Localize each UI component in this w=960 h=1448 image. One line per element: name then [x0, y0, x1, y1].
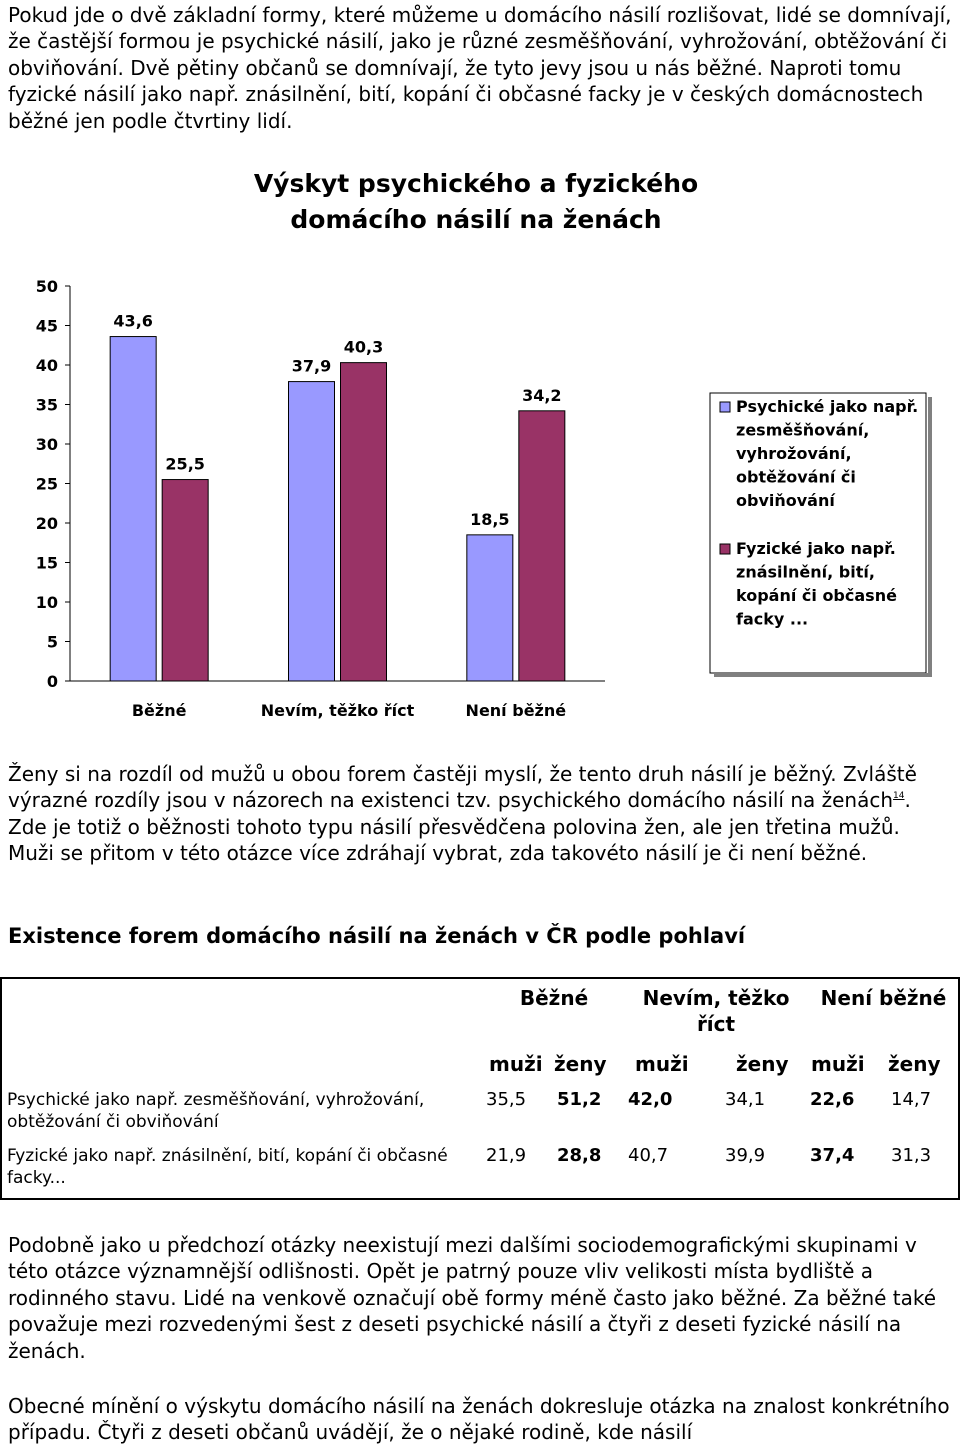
row-label-psychicke: Psychické jako např. zesměšňování, vyhrožování, obtěžování či obviňování [7, 1090, 425, 1132]
gender-paragraph-text-1: Ženy si na rozdíl od mužů u obou forem častěji myslí, že tento druh násilí je běžný. Zvláště výrazné rozdíly jsou v názorech na existenci tzv. psychického domácího násilí na ženách [8, 762, 917, 813]
col-header-neni-bezne: Není běžné [820, 986, 947, 1010]
table-cell: 40,7 [628, 1145, 669, 1166]
col-header-nevim: Nevím, těžko říct [642, 986, 790, 1036]
legend-entry: znásilnění, bití, [736, 562, 875, 582]
data-label: 37,9 [291, 356, 332, 376]
legend-entry: obviňování [736, 491, 835, 510]
legend-shadow [714, 673, 932, 677]
bar [110, 337, 156, 681]
data-label: 40,3 [343, 337, 384, 357]
table-cell: 28,8 [557, 1145, 602, 1166]
table-cell: 42,0 [628, 1089, 673, 1110]
y-tick-label: 15 [35, 553, 58, 573]
x-tick-label: Nevím, těžko říct [260, 701, 415, 720]
gender-paragraph-text-2: . Zde je totiž o běžnosti tohoto typu násilí přesvědčena polovina žen, ale jen třetina mužů. Muži se přitom v této otázce více zdráhají vybrat, zda takovéto násilí je či není běžné. [8, 788, 911, 866]
y-tick-label: 50 [35, 277, 58, 296]
legend-swatch [720, 544, 730, 554]
subheader-zeny-1: ženy [554, 1052, 607, 1076]
bar [341, 363, 387, 681]
bar-chart [0, 150, 960, 730]
subheader-zeny-3: ženy [888, 1052, 941, 1076]
y-tick-label: 35 [35, 395, 58, 415]
subheader-muzi-3: muži [811, 1052, 865, 1076]
table-corner [0, 977, 483, 1045]
legend-entry: Psychické jako např. [736, 397, 919, 416]
table-cell: 14,7 [891, 1089, 932, 1110]
data-table [0, 977, 960, 1198]
subheader-zeny-2: ženy [736, 1052, 789, 1076]
intro-paragraph: Pokud jde o dvě základní formy, které můžeme u domácího násilí rozlišovat, lidé se domnívají, že častější formou je psychické násilí, jako je různé zesměšňování, vyhrožování, obtěžování či obviňování. Dvě pětiny občanů se domnívají, že tyto jevy jsou u nás běžné. Naproti tomu fyzické násilí jako např. znásilnění, bití, kopání či občasné facky je v českých domácnostech běžné jen podle čtvrtiny lidí. [8, 3, 952, 133]
table-cell: 35,5 [486, 1089, 527, 1110]
table-cell: 37,4 [810, 1145, 855, 1166]
table-cell: 31,3 [891, 1145, 932, 1166]
legend-swatch [720, 402, 730, 412]
x-tick-label: Běžné [131, 701, 187, 720]
subheader-muzi-1: muži [489, 1052, 543, 1076]
chart-bars [110, 312, 566, 720]
data-label: 25,5 [165, 454, 205, 474]
footnote-link[interactable]: 14 [893, 791, 905, 802]
legend-entry: kopání či občasné [736, 586, 897, 605]
y-tick-label: 45 [35, 316, 58, 336]
y-tick-label: 40 [35, 356, 58, 375]
table-cell: 51,2 [557, 1089, 602, 1110]
data-label: 34,2 [522, 385, 562, 405]
y-tick-label: 20 [35, 514, 58, 533]
subheader-muzi-2: muži [635, 1052, 689, 1076]
col-header-bezne: Běžné [519, 986, 589, 1010]
table-title: Existence forem domácího násilí na ženách v ČR podle pohlaví [8, 924, 746, 948]
chart-legend [710, 393, 932, 677]
data-label: 18,5 [470, 509, 510, 529]
gender-paragraph [8, 761, 952, 867]
legend-entry: obtěžování či [736, 467, 856, 487]
legend-entry: vyhrožování, [736, 444, 852, 463]
table-cell: 22,6 [810, 1089, 855, 1110]
closing-paragraph: Obecné mínění o výskytu domácího násilí na ženách dokresluje otázka na znalost konkrétního případu. Čtyři z deseti občanů uvádějí, že o nějaké rodině, kde násilí [8, 1394, 950, 1445]
bar [289, 382, 335, 681]
x-tick-label: Není běžné [465, 701, 567, 720]
table-cell: 21,9 [486, 1145, 527, 1166]
legend-entry: Fyzické jako např. [736, 539, 896, 558]
legend-entry: zesměšňování, [736, 420, 870, 440]
bar [467, 535, 513, 681]
y-tick-label: 25 [35, 474, 58, 494]
y-tick-label: 0 [46, 672, 58, 691]
row-label-fyzicke: Fyzické jako např. znásilnění, bití, kopání či občasné facky... [7, 1146, 448, 1188]
table-cell: 39,9 [725, 1145, 766, 1166]
sociodemographic-paragraph: Podobně jako u předchozí otázky neexistují mezi dalšími sociodemografickými skupinami v této otázce významnější odlišnosti. Opět je patrný pouze vliv velikosti místa bydliště a rodinného stavu. Lidé na venkově označují obě formy méně často jako běžné. Za běžné také považuje mezi rozvedenými šest z deseti psychické násilí a čtyři z deseti fyzické násilí na ženách. [8, 1233, 937, 1363]
chart-title-line-2: domácího násilí na ženách [290, 205, 662, 234]
legend-entry: facky ... [736, 609, 809, 629]
bar [162, 480, 208, 681]
chart-title-line-1: Výskyt psychického a fyzického [253, 169, 699, 198]
bar [519, 411, 565, 681]
subheader-blank [0, 1045, 483, 1081]
y-tick-label: 5 [46, 632, 58, 652]
table-cell: 34,1 [725, 1089, 766, 1110]
y-tick-label: 30 [35, 435, 58, 454]
data-label: 43,6 [113, 311, 153, 331]
legend-shadow [928, 397, 932, 677]
y-tick-label: 10 [35, 593, 58, 612]
